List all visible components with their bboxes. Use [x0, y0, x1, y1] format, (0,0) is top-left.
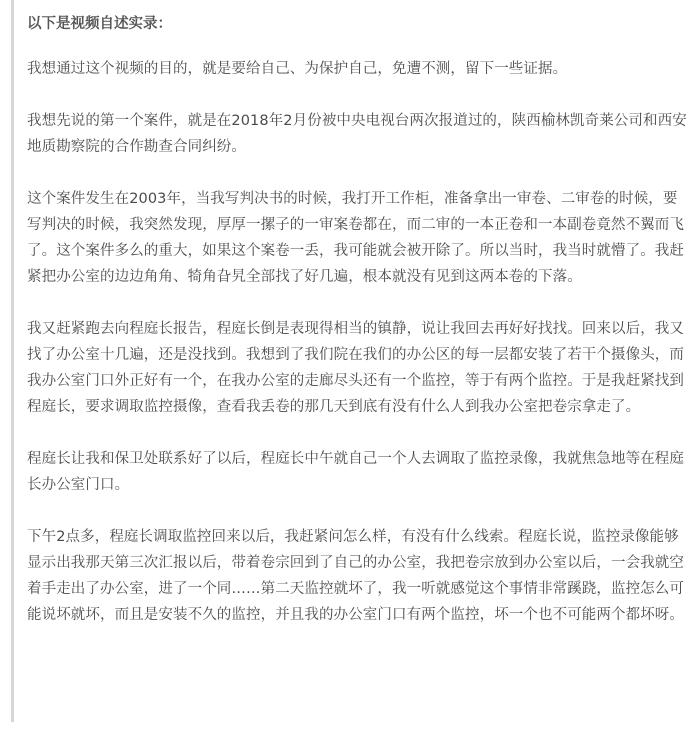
quote-block — [11, 0, 691, 722]
paragraph-5: 程庭长让我和保卫处联系好了以后，程庭长中午就自己一个人去调取了监控录像，我就焦急地等在程庭长办公室门口。 — [27, 451, 684, 493]
paragraph-6: 下午2点多，程庭长调取监控回来以后，我赶紧问怎么样，有没有什么线索。程庭长说，监控录像能够显示出我那天第三次汇报以后，带着卷宗回到了自己的办公室，我把卷宗放到办公室以后，一会我就空着手走出了办公室，进了一个同……第二天监控就坏了，我一听就感觉这个事情非常蹊跷，监控怎么可能说坏就坏，而且是安装不久的监控，并且我的办公室门口有两个监控，坏一个也不可能两个都坏呀。 — [27, 529, 684, 623]
paragraph-1: 我想通过这个视频的目的，就是要给自己、为保护自己，免遭不测，留下一些证据。 — [27, 61, 568, 77]
paragraph-3: 这个案件发生在2003年，当我写判决书的时候，我打开工作柜，准备拿出一审卷、二审卷的时候，要写判决的时候，我突然发现，厚厚一摞子的一审案卷都在，而二审的一本正卷和一本副卷竟然不翼而飞了。这个案件多么的重大，如果这个案卷一丢，我可能就会被开除了。所以当时，我当时就懵了。我赶紧把办公室的边边角角、犄角旮旯全部找了好几遍，根本就没有见到这两本卷的下落。 — [27, 191, 684, 285]
article-heading: 以下是视频自述实录： — [27, 16, 172, 32]
paragraph-2: 我想先说的第一个案件，就是在2018年2月份被中央电视台两次报道过的，陕西榆林凯奇莱公司和西安地质勘察院的合作勘查合同纠纷。 — [27, 113, 687, 155]
paragraph-4: 我又赶紧跑去向程庭长报告，程庭长倒是表现得相当的镇静，说让我回去再好好找找。回来以后，我又找了办公室十几遍，还是没找到。我想到了我们院在我们的办公区的每一层都安装了若干个摄像头，而我办公室门口外正好有一个，在我办公室的走廊尽头还有一个监控，等于有两个监控。于是我赶紧找到程庭长，要求调取监控摄像，查看我丢卷的那几天到底有没有什么人到我办公室把卷宗拿走了。 — [27, 321, 684, 415]
